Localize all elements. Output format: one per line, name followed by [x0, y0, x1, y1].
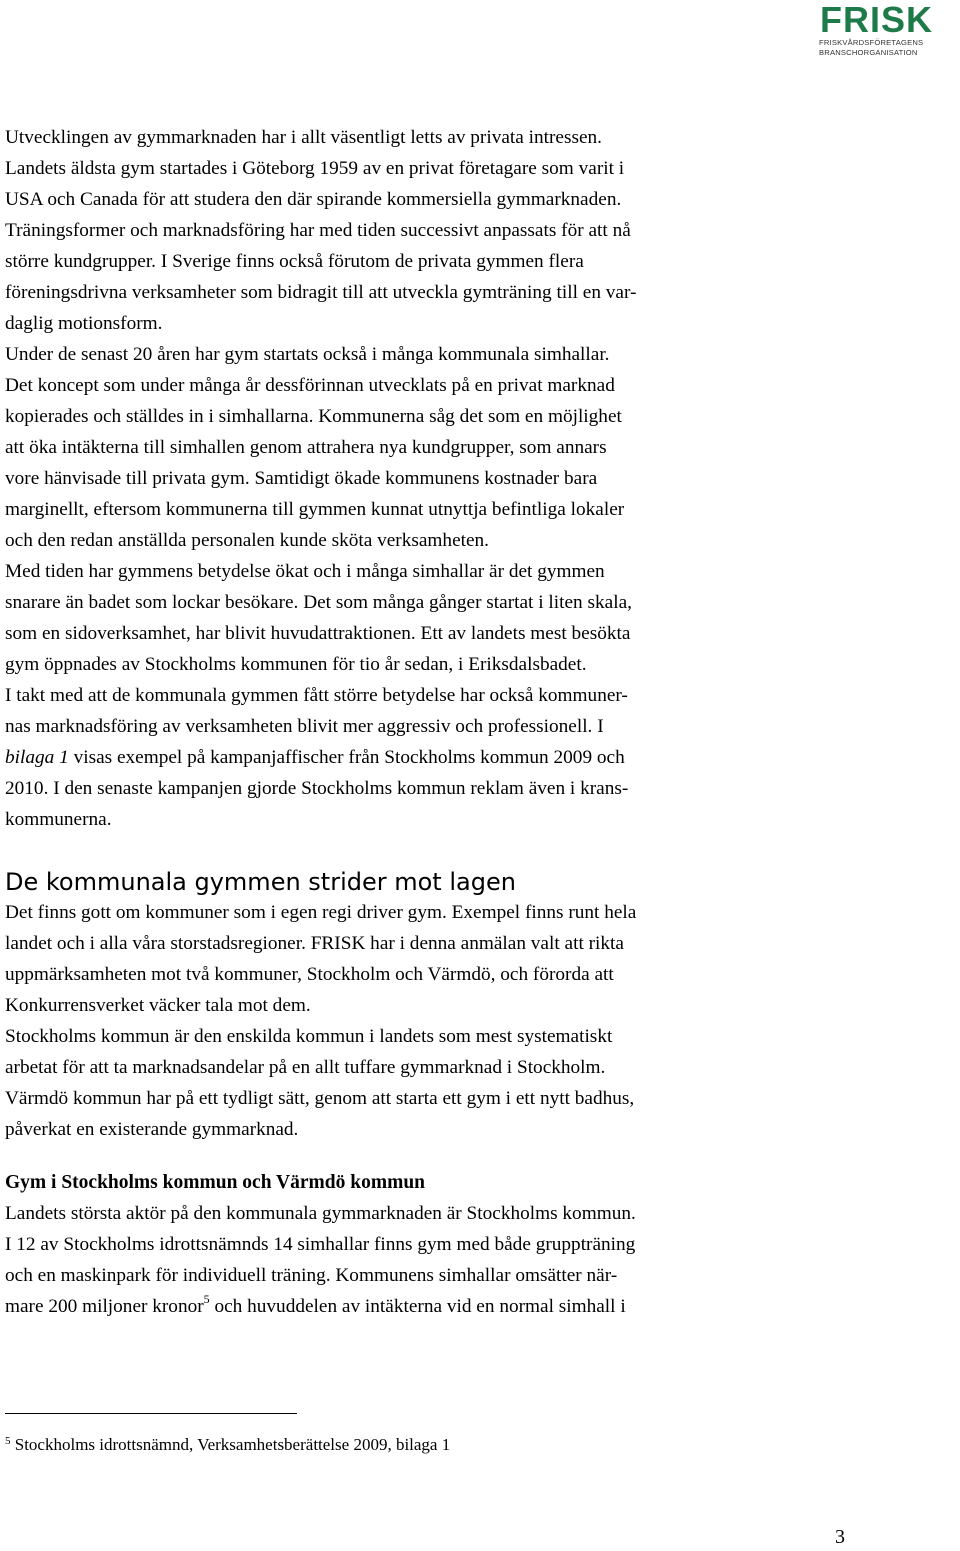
text-fragment: visas exempel på kampanjaffischer från Stockholms kommun 2009 och	[68, 747, 625, 768]
text-line: som en sidoverksamhet, har blivit huvudattraktionen. Ett av landets mest besökta	[5, 623, 631, 644]
logo-wordmark: FRISK	[820, 0, 933, 40]
text-line: Träningsformer och marknadsföring har med tiden successivt anpassats för att nå	[5, 220, 631, 241]
paragraph-4	[5, 680, 810, 835]
text-line: Under de senast 20 åren har gym startats också i många kommunala simhallar.	[5, 344, 610, 365]
footnote-divider	[5, 1413, 297, 1414]
text-line: I 12 av Stockholms idrottsnämnds 14 simhallar finns gym med både gruppträning	[5, 1234, 636, 1255]
text-line: landet och i alla våra storstadsregioner. FRISK har i denna anmälan valt att rikta	[5, 933, 624, 954]
text-line: 2010. I den senaste kampanjen gjorde Stockholms kommun reklam även i krans-	[5, 778, 629, 799]
text-line: kopierades och ställdes in i simhallarna. Kommunerna såg det som en möjlighet	[5, 406, 622, 427]
text-line: föreningsdrivna verksamheter som bidragit till att utveckla gymträning till en var-	[5, 282, 637, 303]
paragraph-1	[5, 122, 810, 339]
text-fragment: och huvuddelen av intäkterna vid en normal simhall i	[209, 1296, 626, 1317]
footnote-mark: 5	[5, 1435, 11, 1447]
text-line: gym öppnades av Stockholms kommunen för tio år sedan, i Eriksdalsbadet.	[5, 654, 587, 675]
text-line: Det finns gott om kommuner som i egen regi driver gym. Exempel finns runt hela	[5, 902, 637, 923]
text-line: Stockholms kommun är den enskilda kommun i landets som mest systematiskt	[5, 1026, 613, 1047]
section-paragraph-1	[5, 897, 810, 1021]
footnote-text: Stockholms idrottsnämnd, Verksamhetsberättelse 2009, bilaga 1	[10, 1435, 451, 1454]
text-line	[5, 742, 625, 773]
text-line	[5, 1291, 626, 1322]
text-line: Med tiden har gymmens betydelse ökat och i många simhallar är det gymmen	[5, 561, 605, 582]
logo-subtitle-1: FRISKVÅRDSFÖRETAGENS	[819, 38, 924, 47]
text-line: Konkurrensverket väcker tala mot dem.	[5, 995, 311, 1016]
bilaga-reference: bilaga 1	[5, 747, 69, 768]
text-fragment: mare 200 miljoner kronor	[5, 1296, 204, 1317]
text-line: I takt med att de kommunala gymmen fått större betydelse har också kommuner-	[5, 685, 628, 706]
footnote-reference: 5	[203, 1292, 210, 1306]
footnote	[5, 1433, 450, 1457]
page-number: 3	[835, 1526, 845, 1548]
text-line: daglig motionsform.	[5, 313, 163, 334]
text-line: vore hänvisade till privata gym. Samtidigt ökade kommunens kostnader bara	[5, 468, 598, 489]
subheading: Gym i Stockholms kommun och Värmdö kommun	[5, 1172, 426, 1193]
text-line: att öka intäkterna till simhallen genom attrahera nya kundgrupper, som annars	[5, 437, 607, 458]
text-line: och en maskinpark för individuell träning. Kommunens simhallar omsätter när-	[5, 1265, 618, 1286]
frisk-logo	[812, 2, 958, 62]
text-line: Det koncept som under många år dessförinnan utvecklats på en privat marknad	[5, 375, 615, 396]
text-line: Utvecklingen av gymmarknaden har i allt väsentligt letts av privata intressen.	[5, 127, 603, 148]
text-line: Värmdö kommun har på ett tydligt sätt, genom att starta ett gym i ett nytt badhus,	[5, 1088, 635, 1109]
section-paragraph-2	[5, 1021, 810, 1145]
text-line: Landets största aktör på den kommunala gymmarknaden är Stockholms kommun.	[5, 1203, 636, 1224]
text-line: USA och Canada för att studera den där spirande kommersiella gymmarknaden.	[5, 189, 622, 210]
logo-subtitle-2: BRANSCHORGANISATION	[819, 48, 918, 57]
text-line: och den redan anställda personalen kunde sköta verksamheten.	[5, 530, 489, 551]
text-line: arbetat för att ta marknadsandelar på en allt tuffare gymmarknad i Stockholm.	[5, 1057, 606, 1078]
text-line: uppmärksamheten mot två kommuner, Stockholm och Värmdö, och förorda att	[5, 964, 614, 985]
text-line: nas marknadsföring av verksamheten blivit mer aggressiv och professionell. I	[5, 716, 604, 737]
text-line: större kundgrupper. I Sverige finns också förutom de privata gymmen flera	[5, 251, 584, 272]
paragraph-3	[5, 556, 810, 680]
paragraph-2	[5, 339, 810, 556]
text-line: Landets äldsta gym startades i Göteborg 1959 av en privat företagare som varit i	[5, 158, 625, 179]
final-paragraph	[5, 1198, 810, 1322]
text-line: snarare än badet som lockar besökare. Det som många gånger startat i liten skala,	[5, 592, 632, 613]
section-heading: De kommunala gymmen strider mot lagen	[5, 868, 516, 896]
text-line: påverkat en existerande gymmarknad.	[5, 1119, 299, 1140]
text-line: kommunerna.	[5, 809, 112, 830]
text-line: marginellt, eftersom kommunerna till gymmen kunnat utnyttja befintliga lokaler	[5, 499, 625, 520]
document-body	[5, 122, 810, 1322]
